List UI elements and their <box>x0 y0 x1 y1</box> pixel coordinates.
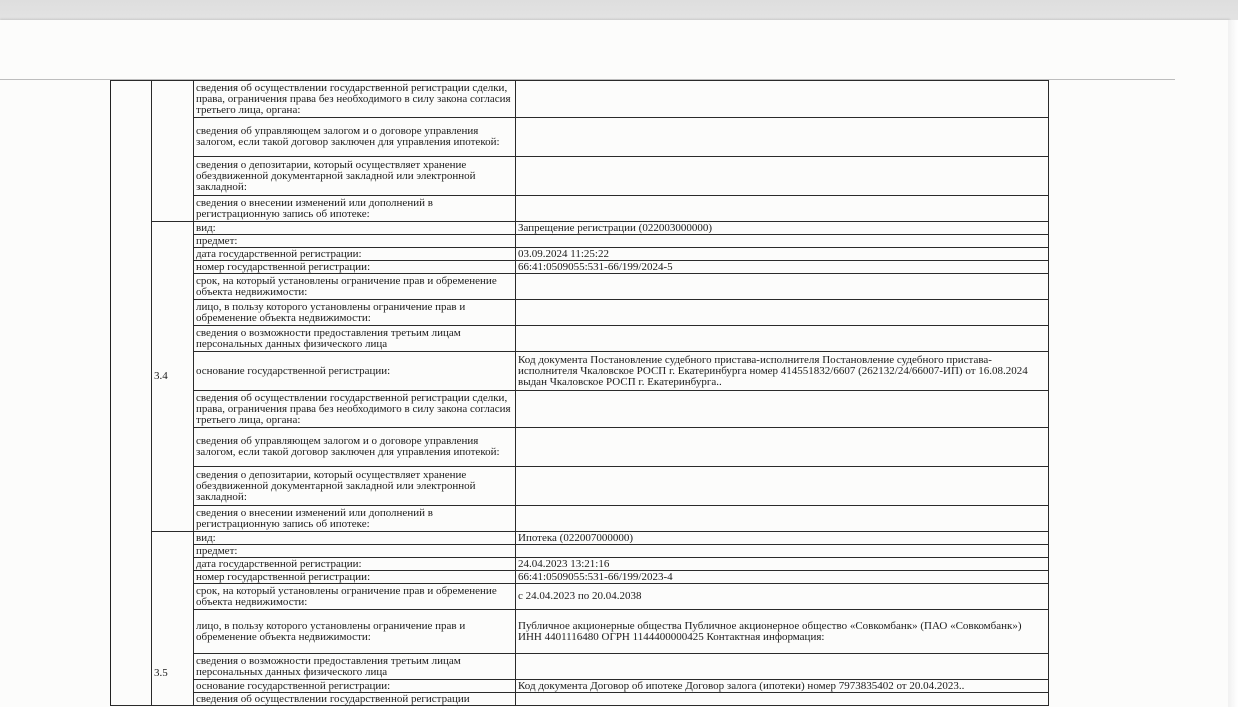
row-value <box>516 196 1049 222</box>
row-label: вид: <box>194 222 516 235</box>
row-value: с 24.04.2023 по 20.04.2038 <box>516 584 1049 610</box>
row-label: сведения об управляющем залогом и о договоре управления залогом, если такой договор заключен для управления ипотекой: <box>194 118 516 157</box>
row-value: Код документа Договор об ипотеке Договор залога (ипотеки) номер 7973835402 от 20.04.2023.. <box>516 680 1049 693</box>
section-number: 3.4 <box>152 222 194 532</box>
row-label: лицо, в пользу которого установлены ограничение прав и обременение объекта недвижимости: <box>194 610 516 654</box>
row-value: 66:41:0509055:531-66/199/2024-5 <box>516 261 1049 274</box>
table-row <box>111 300 1049 326</box>
encumbrance-table <box>110 80 1049 706</box>
table-row <box>111 352 1049 391</box>
table-row <box>111 428 1049 467</box>
table-row <box>111 118 1049 157</box>
row-label: сведения об управляющем залогом и о договоре управления залогом, если такой договор заключен для управления ипотекой: <box>194 428 516 467</box>
row-value <box>516 467 1049 506</box>
row-label: сведения о депозитарии, который осуществляет хранение обездвиженной документарной закладной или электронной закладной: <box>194 467 516 506</box>
row-label: сведения об осуществлении государственной регистрации сделки, права, ограничения права без необходимого в силу закона согласия третьего лица, органа: <box>194 391 516 428</box>
row-label: сведения о депозитарии, который осуществляет хранение обездвиженной документарной закладной или электронной закладной: <box>194 157 516 196</box>
row-value: Ипотека (022007000000) <box>516 532 1049 545</box>
table-row <box>111 693 1049 706</box>
row-value: 66:41:0509055:531-66/199/2023-4 <box>516 571 1049 584</box>
table-row <box>111 584 1049 610</box>
row-label: сведения о возможности предоставления третьим лицам персональных данных физического лица <box>194 326 516 352</box>
table-row <box>111 610 1049 654</box>
row-label: сведения об осуществлении государственной регистрации <box>194 693 516 706</box>
row-value <box>516 81 1049 118</box>
table-row <box>111 506 1049 532</box>
row-label: лицо, в пользу которого установлены ограничение прав и обременение объекта недвижимости: <box>194 300 516 326</box>
table-row <box>111 558 1049 571</box>
row-label: предмет: <box>194 545 516 558</box>
table-row <box>111 326 1049 352</box>
table-row <box>111 196 1049 222</box>
row-label: сведения об осуществлении государственной регистрации сделки, права, ограничения права без необходимого в силу закона согласия третьего лица, органа: <box>194 81 516 118</box>
row-value <box>516 654 1049 680</box>
row-value <box>516 428 1049 467</box>
table-row <box>111 680 1049 693</box>
row-value <box>516 157 1049 196</box>
table-row <box>111 532 1049 545</box>
row-value <box>516 693 1049 706</box>
page-edge <box>1228 20 1238 707</box>
row-value: Код документа Постановление судебного пристава-исполнителя Постановление судебного пристава-исполнителя Чкаловское РОСП г. Екатеринбурга номер 414551832/6607 (262132/24/66007-ИП) от 16.08.2024 выдан Чкаловское РОСП г. Екатеринбурга.. <box>516 352 1049 391</box>
table-row <box>111 545 1049 558</box>
row-value <box>516 235 1049 248</box>
table-row <box>111 391 1049 428</box>
table-row <box>111 654 1049 680</box>
outer-column <box>111 81 152 706</box>
row-label: дата государственной регистрации: <box>194 248 516 261</box>
row-value <box>516 326 1049 352</box>
row-label: срок, на который установлены ограничение прав и обременение объекта недвижимости: <box>194 274 516 300</box>
table-row <box>111 261 1049 274</box>
row-label: вид: <box>194 532 516 545</box>
row-label: основание государственной регистрации: <box>194 680 516 693</box>
section-number: 3.5 <box>152 532 194 706</box>
row-label: предмет: <box>194 235 516 248</box>
table-row <box>111 467 1049 506</box>
row-label: номер государственной регистрации: <box>194 571 516 584</box>
row-label: дата государственной регистрации: <box>194 558 516 571</box>
table-row <box>111 274 1049 300</box>
row-label: сведения о внесении изменений или дополнений в регистрационную запись об ипотеке: <box>194 196 516 222</box>
row-value <box>516 118 1049 157</box>
row-label: сведения о возможности предоставления третьим лицам персональных данных физического лица <box>194 654 516 680</box>
table-row <box>111 81 1049 118</box>
row-label: сведения о внесении изменений или дополнений в регистрационную запись об ипотеке: <box>194 506 516 532</box>
table-row <box>111 571 1049 584</box>
row-value <box>516 506 1049 532</box>
row-value <box>516 300 1049 326</box>
row-label: основание государственной регистрации: <box>194 352 516 391</box>
row-value <box>516 545 1049 558</box>
row-value: Запрещение регистрации (022003000000) <box>516 222 1049 235</box>
row-label: номер государственной регистрации: <box>194 261 516 274</box>
table-row <box>111 222 1049 235</box>
row-value <box>516 391 1049 428</box>
section-number <box>152 81 194 222</box>
row-value: 24.04.2023 13:21:16 <box>516 558 1049 571</box>
table-row <box>111 248 1049 261</box>
row-label: срок, на который установлены ограничение прав и обременение объекта недвижимости: <box>194 584 516 610</box>
row-value <box>516 274 1049 300</box>
row-value: 03.09.2024 11:25:22 <box>516 248 1049 261</box>
table-row <box>111 157 1049 196</box>
table-row <box>111 235 1049 248</box>
row-value: Публичное акционерные общества Публичное акционерное общество «Совкомбанк» (ПАО «Совкомбанк») ИНН 4401116480 ОГРН 1144400000425 Контактная информация: <box>516 610 1049 654</box>
